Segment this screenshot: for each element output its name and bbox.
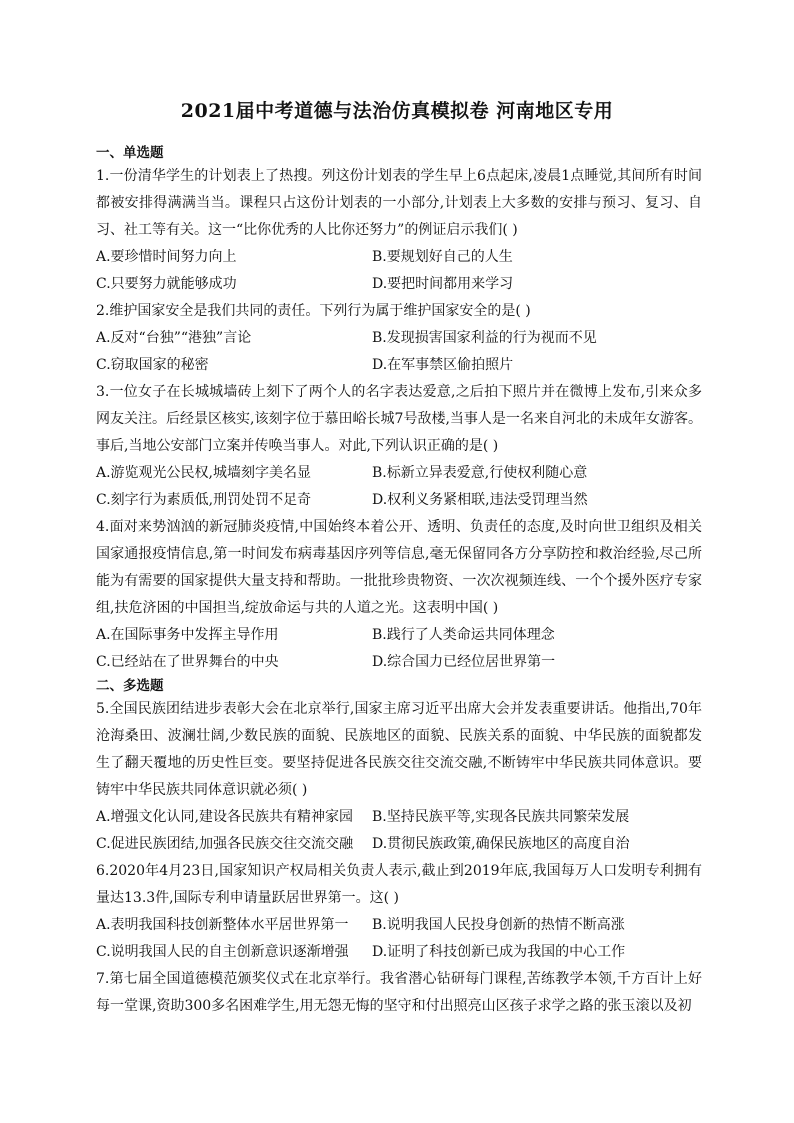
question-stem: 7.第七届全国道德模范颁奖仪式在北京举行。我省潜心钻研每门课程,苦练教学本领,千方百计上好每一堂课,资助300多名困难学生,用无怨无悔的坚守和付出照亮山区孩子求学之路的张玉滚以及初 [96, 971, 702, 1014]
option-b: B.要规划好自己的人生 [372, 249, 513, 265]
question-stem: 2.维护国家安全是我们共同的责任。下列行为属于维护国家安全的是( ) [96, 303, 531, 319]
option-a: A.游览观光公民权,城墙刻字美名显 [96, 465, 312, 481]
option-c: C.窃取国家的秘密 [96, 357, 209, 373]
option-b: B.发现损害国家利益的行为视而不见 [372, 330, 597, 346]
section-heading: 二、多选题 [96, 678, 164, 694]
option-a: A.在国际事务中发挥主导作用 [96, 627, 279, 643]
option-b: B.标新立异表爱意,行使权利随心意 [372, 465, 588, 481]
option-a: A.反对“台独”“港独”言论 [96, 330, 252, 346]
exam-content [96, 143, 702, 1020]
option-d: D.权利义务紧相联,违法受罚理当然 [372, 492, 588, 508]
option-c: C.只要努力就能够成功 [96, 276, 237, 292]
option-a: A.增强文化认同,建设各民族共有精神家园 [96, 809, 354, 825]
option-c: C.促进民族团结,加强各民族交往交流交融 [96, 836, 354, 852]
option-c: C.说明我国人民的自主创新意识逐渐增强 [96, 944, 349, 960]
option-d: D.要把时间都用来学习 [372, 276, 514, 292]
option-a: A.要珍惜时间努力向上 [96, 249, 237, 265]
option-a: A.表明我国科技创新整体水平居世界第一 [96, 917, 349, 933]
page-title: 2021届中考道德与法治仿真模拟卷 河南地区专用 [180, 100, 614, 122]
option-b: B.说明我国人民投身创新的热情不断高涨 [372, 917, 625, 933]
question-options [96, 244, 702, 298]
option-d: D.证明了科技创新已成为我国的中心工作 [372, 944, 626, 960]
option-b: B.坚持民族平等,实现各民族共同繁荣发展 [372, 809, 630, 825]
question-options [96, 622, 702, 676]
question-stem: 3.一位女子在长城城墙砖上刻下了两个人的名字表达爱意,之后拍下照片并在微博上发布,引来众多网友关注。后经景区核实,该刻字位于慕田峪长城7号敌楼,当事人是一名来自河北的未成年女游客。事后,当地公安部门立案并传唤当事人。对此,下列认识正确的是( ) [96, 384, 702, 454]
question-stem: 1.一份清华学生的计划表上了热搜。列这份计划表的学生早上6点起床,凌晨1点睡觉,其间所有时间都被安排得满满当当。课程只占这份计划表的一小部分,计划表上大多数的安排与预习、复习、自习、社工等有关。这一“比你优秀的人比你还努力”的例证启示我们( ) [96, 168, 702, 238]
option-d: D.在军事禁区偷拍照片 [372, 357, 514, 373]
question-options [96, 912, 702, 966]
section-heading: 一、单选题 [96, 145, 164, 161]
option-c: C.刻字行为素质低,刑罚处罚不足奇 [96, 492, 312, 508]
option-c: C.已经站在了世界舞台的中央 [96, 654, 279, 670]
question-options [96, 804, 702, 858]
option-d: D.贯彻民族政策,确保民族地区的高度自治 [372, 836, 630, 852]
option-b: B.践行了人类命运共同体理念 [372, 627, 555, 643]
question-stem: 4.面对来势汹汹的新冠肺炎疫情,中国始终本着公开、透明、负责任的态度,及时向世卫组织及相关国家通报疫情信息,第一时间发布病毒基因序列等信息,毫无保留同各方分享防控和救治经验,尽己所能为有需要的国家提供大量支持和帮助。一批批珍贵物资、一次次视频连线、一个个援外医疗专家组,扶危济困的中国担当,绽放命运与共的人道之光。这表明中国( ) [96, 519, 702, 616]
option-d: D.综合国力已经位居世界第一 [372, 654, 556, 670]
question-options [96, 460, 702, 514]
question-options [96, 325, 702, 379]
question-stem: 5.全国民族团结进步表彰大会在北京举行,国家主席习近平出席大会并发表重要讲话。他指出,70年沧海桑田、波澜壮阔,少数民族的面貌、民族地区的面貌、民族关系的面貌、中华民族的面貌都发生了翻天覆地的历史性巨变。要坚持促进各民族交往交流交融,不断铸牢中华民族共同体意识。要铸牢中华民族共同体意识就必须( ) [96, 701, 702, 798]
question-stem: 6.2020年4月23日,国家知识产权局相关负责人表示,截止到2019年底,我国每万人口发明专利拥有量达13.3件,国际专利申请量跃居世界第一。这( ) [96, 863, 702, 906]
